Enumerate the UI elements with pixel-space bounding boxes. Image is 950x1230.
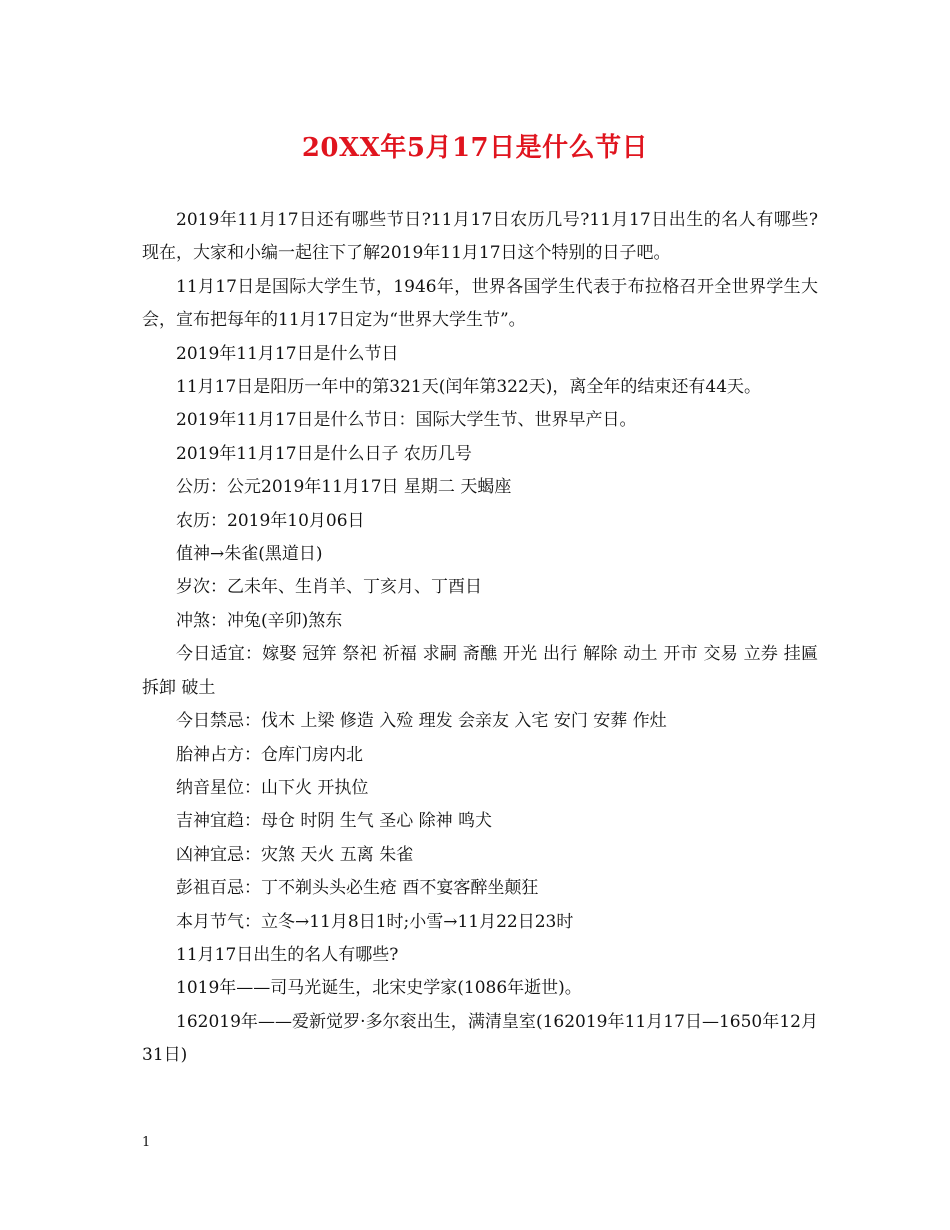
paragraph-heading-celebrities: 11月17日出生的名人有哪些?	[176, 944, 399, 965]
document-body	[142, 204, 818, 1073]
paragraph-simaguang: 1019年——司马光诞生，北宋史学家(1086年逝世)。	[176, 978, 582, 999]
paragraph-lunar: 农历：2019年10月06日	[176, 510, 365, 531]
paragraph-suici: 岁次：乙未年、生肖羊、丁亥月、丁酉日	[176, 577, 482, 598]
paragraph-pengzu: 彭祖百忌：丁不剃头头必生疮 酉不宴客醉坐颠狂	[176, 878, 539, 899]
paragraph-xiongshen: 凶神宜忌：灾煞 天火 五离 朱雀	[176, 844, 414, 865]
paragraph-taishen: 胎神占方：仓库门房内北	[176, 744, 363, 765]
paragraph-festival-list: 2019年11月17日是什么节日：国际大学生节、世界早产日。	[176, 410, 637, 431]
paragraph-zhishen: 值神→朱雀(黑道日)	[176, 544, 323, 565]
paragraph-day-of-year: 11月17日是阳历一年中的第321天(闰年第322天)，离全年的结束还有44天。	[176, 377, 762, 398]
paragraph-jieqi: 本月节气：立冬→11月8日1时;小雪→11月22日23时	[176, 911, 574, 932]
paragraph-nayin: 纳音星位：山下火 开执位	[176, 777, 369, 798]
paragraph-yi: 今日适宜：嫁娶 冠笄 祭祀 祈福 求嗣 斋醮 开光 出行 解除 动土 开市 交易 立券 挂匾 拆卸 破土	[142, 644, 818, 698]
paragraph-chongsha: 冲煞：冲兔(辛卯)煞东	[176, 610, 343, 631]
paragraph-festival: 11月17日是国际大学生节，1946年，世界各国学生代表于布拉格召开全世界学生大会，宣布把每年的11月17日定为“世界大学生节”。	[142, 276, 818, 331]
paragraph-heading-festival: 2019年11月17日是什么节日	[176, 343, 399, 364]
paragraph-dorgon: 162019年——爱新觉罗·多尔衮出生，满清皇室(162019年11月17日—1650年12月31日)	[142, 1011, 818, 1066]
page-number: 1	[142, 1135, 151, 1150]
paragraph-jishen: 吉神宜趋：母仓 时阴 生气 圣心 除神 鸣犬	[176, 811, 493, 832]
paragraph-ji: 今日禁忌：伐木 上梁 修造 入殓 理发 会亲友 入宅 安门 安葬 作灶	[176, 711, 667, 732]
paragraph-heading-lunar: 2019年11月17日是什么日子 农历几号	[176, 443, 472, 464]
paragraph-intro: 2019年11月17日还有哪些节日?11月17日农历几号?11月17日出生的名人有哪些?现在，大家和小编一起往下了解2019年11月17日这个特别的日子吧。	[142, 210, 818, 264]
document-title: 20XX年5月17日是什么节日	[301, 133, 649, 163]
paragraph-gregorian: 公历：公元2019年11月17日 星期二 天蝎座	[176, 477, 512, 498]
